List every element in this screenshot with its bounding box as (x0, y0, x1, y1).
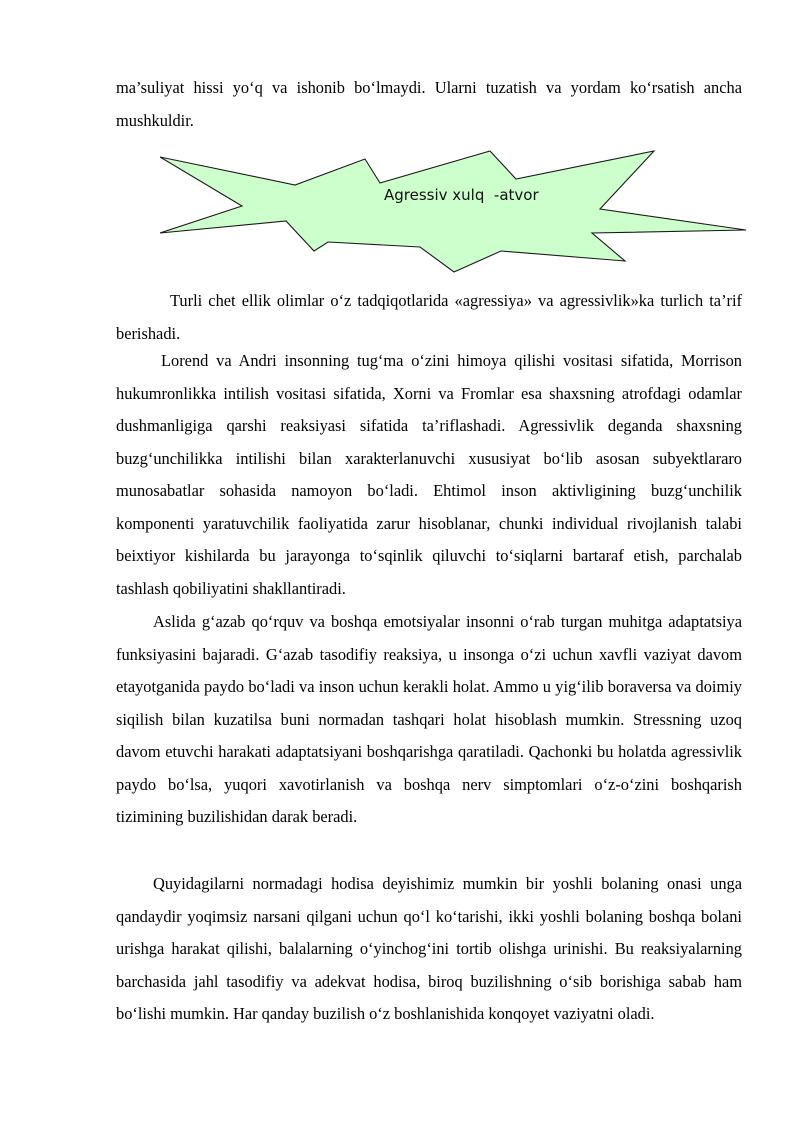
paragraph-normal-cases: Quyidagilarni normadagi hodisa deyishimiz mumkin bir yoshli bolaning onasi unga qandaydir yoqimsiz narsani qilgani uchun qo‘l ko‘tarishi, ikki yoshli bolaning boshqa bolani urishga harakat qilishi, balalarning o‘yinchog‘ini tortib olishga urinishi. Bu reaksiyalarning barchasida jahl tasodifiy va adekvat hodisa, biroq buzilishning o‘sib borishiga sabab ham bo‘lishi mumkin. Har qanday buzilish o‘z boshlanishida konqoyet vaziyatni oladi. (116, 874, 742, 1023)
paragraph-theories: Lorend va Andri insonning tug‘ma o‘zini himoya qilishi vositasi sifatida, Morrison hukumronlikka intilish vositasi sifatida, Xorni va Fromlar esa shaxsning atrofdagi odamlar dushmanligiga qarshi reaksiyasi sifatida ta’riflashadi. Agressivlik deganda shaxsning buzg‘unchilikka intilishi bilan xarakterlanuvchi xususiyat bo‘lib asosan subyektlararo munosabatlar sohasida namoyon bo‘ladi. Ehtimol inson aktivligining buzg‘unchilik komponenti yaratuvchilik faoliyatida zarur hisoblanar, chunki individual rivojlanish talabi beixtiyor kishilarda bu jarayonga to‘sqinlik qiluvchi to‘siqlarni bartaraf etish, parchalab tashlash qobiliyatini shakllantiradi. (116, 351, 742, 598)
paragraph-definitions: Turli chet ellik olimlar o‘z tadqiqotlarida «agressiya» va agressivlik»ka turlich ta’rif berishadi. (116, 291, 742, 343)
burst-polygon (160, 151, 746, 272)
explosion-burst-shape (160, 143, 750, 273)
burst-label: Agressiv xulq -atvor (384, 186, 539, 204)
paragraph-intro-continuation: ma’suliyat hissi yo‘q va ishonib bo‘lmaydi. Ularni tuzatish va yordam ko‘rsatish ancha mushkuldir. (116, 78, 742, 130)
paragraph-emotions: Aslida g‘azab qo‘rquv va boshqa emotsiyalar insonni o‘rab turgan muhitga adaptatsiya funksiyasini bajaradi. G‘azab tasodifiy reaksiya, u insonga o‘zi uchun xavfli vaziyat davom etayotganida paydo bo‘ladi va inson uchun kerakli holat. Ammo u yig‘ilib boraversa va doimiy siqilish bilan kuzatilsa buni normadan tashqari holat hisoblash mumkin. Stressning uzoq davom etuvchi harakati adaptatsiyani boshqarishga qaratiladi. Qachonki bu holatda agressivlik paydo bo‘lsa, yuqori xavotirlanish va boshqa nerv simptomlari o‘z-o‘zini boshqarish tizimining buzilishidan darak beradi. (116, 612, 742, 826)
